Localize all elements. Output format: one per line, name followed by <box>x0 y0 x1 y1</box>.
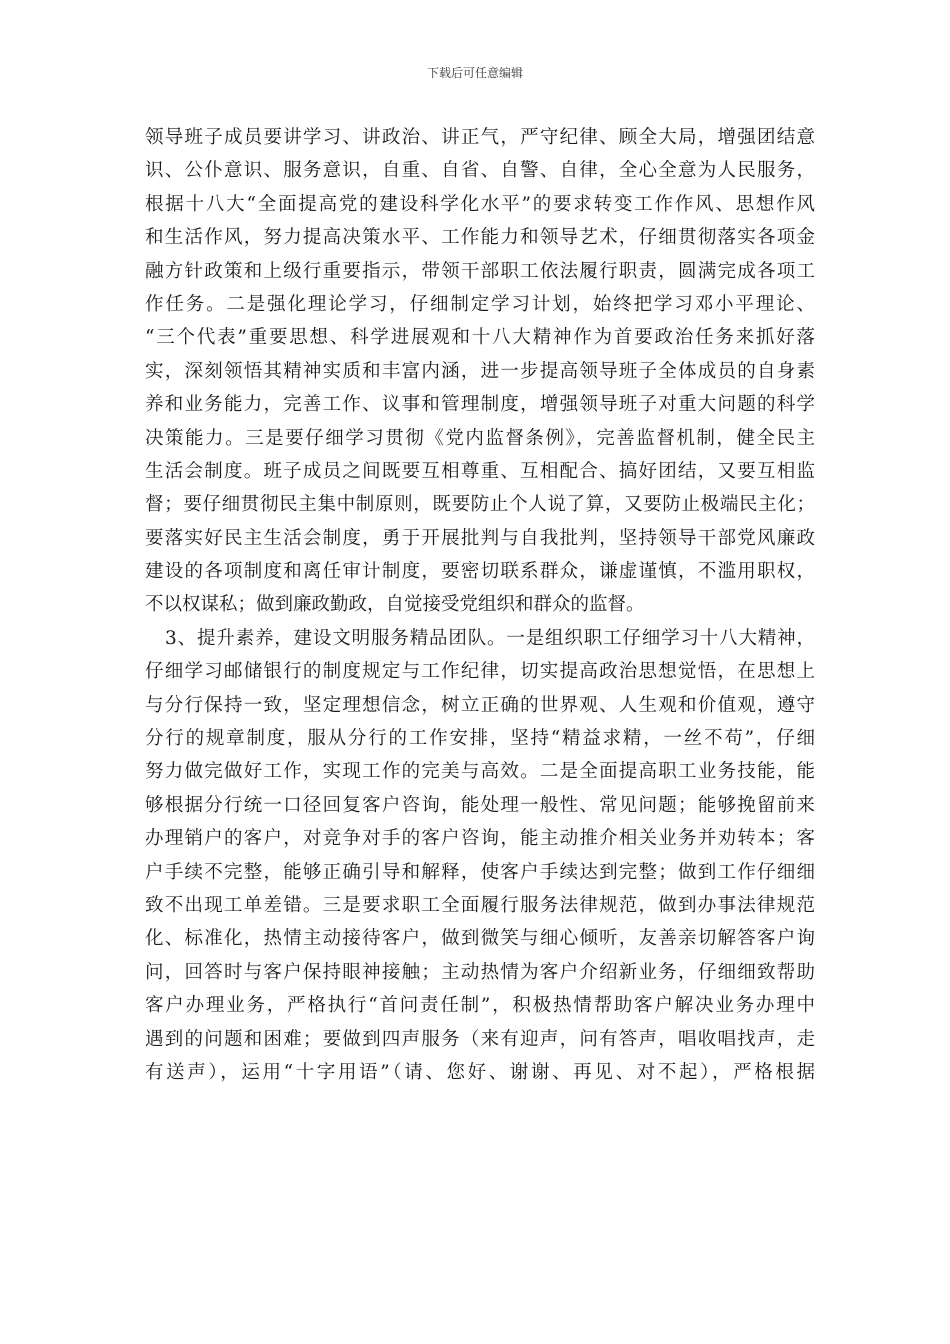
text-line: 办理销户的客户，对竞争对手的客户咨询，能主动推介相关业务并劝转本；客 <box>145 828 815 850</box>
text-line: 生活会制度。班子成员之间既要互相尊重、互相配合、搞好团结，又要互相监 <box>145 460 815 482</box>
text-line: 努力做完做好工作，实现工作的完美与高效。二是全面提高职工业务技能，能 <box>145 761 815 783</box>
text-line: 够根据分行统一口径回复客户咨询，能处理一般性、常见问题；能够挽留前来 <box>145 794 815 816</box>
text-line: 根据十八大“全面提高党的建设科学化水平”的要求转变工作作风、思想作风 <box>145 193 815 215</box>
text-line: 与分行保持一致，坚定理想信念，树立正确的世界观、人生观和价值观，遵守 <box>145 694 815 716</box>
document-body <box>145 121 815 1089</box>
text-line: 领导班子成员要讲学习、讲政治、讲正气，严守纪律、顾全大局，增强团结意 <box>145 127 815 148</box>
text-line: 有送声），运用“十字用语”（请、您好、谢谢、再见、对不起），严格根据 <box>145 1061 815 1083</box>
text-line: 户手续不完整，能够正确引导和解释，使客户手续达到完整；做到工作仔细细 <box>145 861 815 883</box>
text-line: 要落实好民主生活会制度，勇于开展批判与自我批判，坚持领导干部党风廉政 <box>145 527 815 549</box>
text-line: “三个代表”重要思想、科学进展观和十八大精神作为首要政治任务来抓好落 <box>145 327 815 349</box>
text-line: 致不出现工单差错。三是要求职工全面履行服务法律规范，做到办事法律规范 <box>145 894 815 916</box>
text-line: 作任务。二是强化理论学习，仔细制定学习计划，始终把学习邓小平理论、 <box>145 293 815 315</box>
page-header: 下载后可任意编辑 <box>426 66 523 80</box>
text-line: 化、标准化，热情主动接待客户，做到微笑与细心倾听，友善亲切解答客户询 <box>145 928 815 950</box>
text-line: 和生活作风，努力提高决策水平、工作能力和领导艺术，仔细贯彻落实各项金 <box>145 227 815 249</box>
text-line: 实，深刻领悟其精神实质和丰富内涵，进一步提高领导班子全体成员的自身素 <box>145 360 815 382</box>
text-line: 不以权谋私；做到廉政勤政，自觉接受党组织和群众的监督。 <box>145 594 645 616</box>
text-line: 问，回答时与客户保持眼神接触；主动热情为客户介绍新业务，仔细细致帮助 <box>145 961 815 983</box>
text-line: 建设的各项制度和离任审计制度，要密切联系群众，谦虚谨慎，不滥用职权， <box>145 561 815 583</box>
text-line: 分行的规章制度，服从分行的工作安排，坚持“精益求精，一丝不苟”，仔细 <box>145 728 815 750</box>
text-line: 识、公仆意识、服务意识，自重、自省、自警、自律，全心全意为人民服务， <box>145 160 815 182</box>
text-line: 督；要仔细贯彻民主集中制原则，既要防止个人说了算，又要防止极端民主化； <box>145 494 815 516</box>
text-line: 客户办理业务，严格执行“首问责任制”，积极热情帮助客户解决业务办理中 <box>145 995 815 1017</box>
text-line: 养和业务能力，完善工作、议事和管理制度，增强领导班子对重大问题的科学 <box>145 394 815 416</box>
text-line: 融方针政策和上级行重要指示，带领干部职工依法履行职责，圆满完成各项工 <box>145 260 815 282</box>
paragraph-start-line: 3、提升素养，建设文明服务精品团队。一是组织职工仔细学习十八大精神， <box>165 627 815 649</box>
text-line: 决策能力。三是要仔细学习贯彻《党内监督条例》，完善监督机制，健全民主 <box>145 427 815 449</box>
text-line: 仔细学习邮储银行的制度规定与工作纪律，切实提高政治思想觉悟，在思想上 <box>145 661 815 683</box>
text-line: 遇到的问题和困难；要做到四声服务（来有迎声，问有答声，唱收唱找声，走 <box>145 1028 815 1050</box>
